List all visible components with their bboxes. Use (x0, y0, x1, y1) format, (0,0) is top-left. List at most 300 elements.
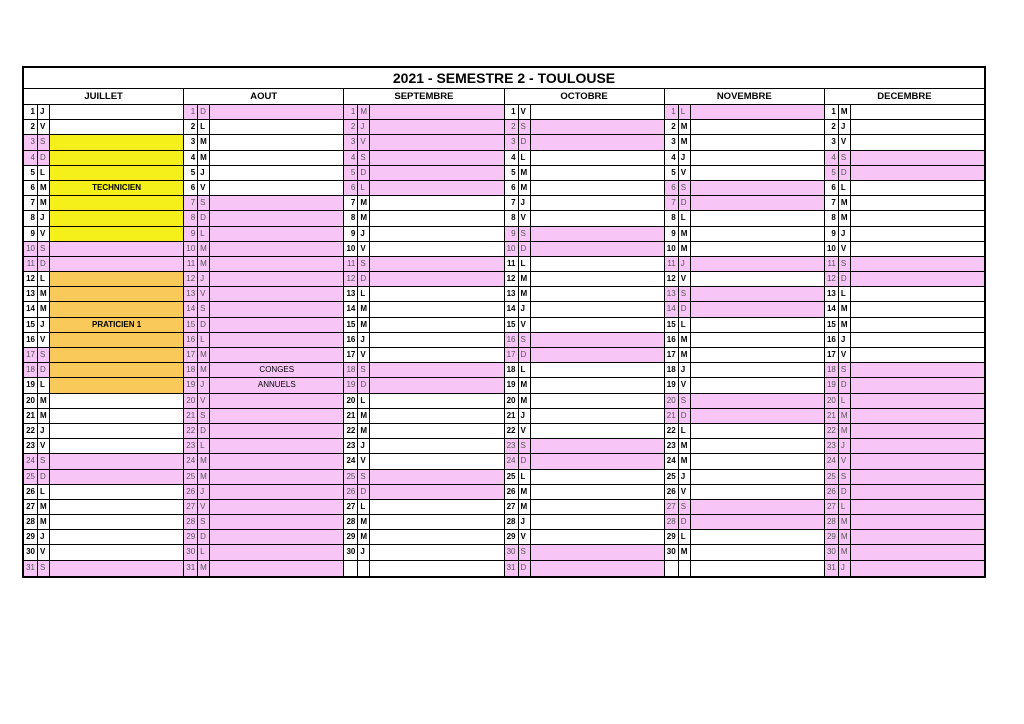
day-row[interactable] (505, 302, 664, 317)
day-number: 27 (24, 500, 38, 514)
day-number: 30 (24, 545, 38, 559)
day-row[interactable] (184, 561, 343, 576)
day-of-week: M (519, 500, 531, 514)
day-number: 18 (825, 363, 839, 377)
day-note (531, 500, 664, 514)
day-row[interactable] (344, 439, 503, 454)
day-row[interactable] (825, 545, 984, 560)
day-row[interactable] (665, 378, 824, 393)
day-row[interactable] (665, 409, 824, 424)
day-row[interactable] (825, 363, 984, 378)
day-of-week: J (679, 257, 691, 271)
day-note (531, 424, 664, 438)
day-of-week: V (198, 181, 210, 195)
day-number: 14 (184, 302, 198, 316)
day-row[interactable] (505, 470, 664, 485)
day-note (210, 409, 343, 423)
day-row[interactable] (505, 242, 664, 257)
day-row[interactable] (665, 515, 824, 530)
day-note (691, 424, 824, 438)
day-row[interactable] (505, 120, 664, 135)
day-row[interactable] (24, 120, 183, 135)
day-row[interactable] (344, 454, 503, 469)
day-number: 17 (825, 348, 839, 362)
day-row[interactable] (184, 394, 343, 409)
day-row[interactable] (505, 166, 664, 181)
day-row[interactable] (505, 561, 664, 576)
day-number: 18 (24, 363, 38, 377)
day-note (210, 439, 343, 453)
day-note (531, 348, 664, 362)
day-row[interactable] (825, 242, 984, 257)
day-of-week: L (198, 333, 210, 347)
day-row[interactable] (184, 302, 343, 317)
day-row[interactable] (825, 348, 984, 363)
day-row[interactable] (24, 500, 183, 515)
day-row[interactable] (24, 424, 183, 439)
day-row[interactable] (344, 530, 503, 545)
calendar-title: 2021 - SEMESTRE 2 - TOULOUSE (24, 68, 984, 89)
day-row[interactable] (825, 378, 984, 393)
day-note (851, 470, 984, 484)
day-number: 8 (24, 211, 38, 225)
day-row[interactable] (825, 530, 984, 545)
day-row[interactable] (505, 135, 664, 150)
day-note (531, 545, 664, 559)
day-number: 9 (505, 227, 519, 241)
day-number: 25 (505, 470, 519, 484)
day-row[interactable] (344, 272, 503, 287)
day-row[interactable] (184, 470, 343, 485)
day-row[interactable] (665, 530, 824, 545)
day-row[interactable] (184, 515, 343, 530)
day-note (210, 105, 343, 119)
day-row[interactable] (825, 424, 984, 439)
day-row[interactable] (184, 287, 343, 302)
day-row[interactable] (505, 515, 664, 530)
day-row[interactable] (24, 211, 183, 226)
day-number: 31 (24, 561, 38, 576)
day-row[interactable] (505, 530, 664, 545)
day-row[interactable] (665, 211, 824, 226)
day-note (370, 394, 503, 408)
day-row[interactable] (184, 227, 343, 242)
day-row[interactable] (184, 378, 343, 393)
day-row[interactable] (825, 105, 984, 120)
day-row[interactable] (665, 333, 824, 348)
day-row[interactable] (505, 257, 664, 272)
day-row[interactable] (505, 409, 664, 424)
day-row[interactable] (665, 287, 824, 302)
day-of-week: J (519, 196, 531, 210)
day-row[interactable] (825, 151, 984, 166)
day-row[interactable] (24, 348, 183, 363)
day-row[interactable] (825, 120, 984, 135)
day-row[interactable] (24, 287, 183, 302)
day-row[interactable] (344, 424, 503, 439)
day-note (851, 439, 984, 453)
day-of-week: D (198, 424, 210, 438)
day-row[interactable] (184, 545, 343, 560)
day-row[interactable] (825, 318, 984, 333)
day-row[interactable] (825, 257, 984, 272)
day-number: 2 (24, 120, 38, 134)
day-row[interactable] (184, 454, 343, 469)
day-row[interactable] (665, 485, 824, 500)
day-row[interactable] (24, 409, 183, 424)
day-note (50, 394, 183, 408)
praticien-block (50, 287, 183, 301)
day-of-week: L (38, 272, 50, 286)
day-row[interactable] (825, 135, 984, 150)
day-note (210, 166, 343, 180)
day-row[interactable] (665, 348, 824, 363)
day-row[interactable] (665, 500, 824, 515)
day-row[interactable] (825, 272, 984, 287)
day-row[interactable] (825, 515, 984, 530)
day-row[interactable] (344, 378, 503, 393)
day-row[interactable] (24, 545, 183, 560)
day-row[interactable] (344, 394, 503, 409)
day-of-week: D (358, 485, 370, 499)
day-row[interactable] (344, 363, 503, 378)
day-number: 19 (24, 378, 38, 392)
day-of-week: M (839, 302, 851, 316)
day-row[interactable] (24, 257, 183, 272)
day-row[interactable] (24, 151, 183, 166)
day-row[interactable] (184, 409, 343, 424)
day-row[interactable] (505, 424, 664, 439)
day-number: 21 (24, 409, 38, 423)
day-row[interactable] (24, 242, 183, 257)
day-row[interactable] (505, 545, 664, 560)
day-number: 14 (24, 302, 38, 316)
day-row[interactable] (184, 439, 343, 454)
day-note (691, 181, 824, 195)
day-row[interactable] (184, 105, 343, 120)
day-of-week: M (839, 196, 851, 210)
day-of-week: M (679, 242, 691, 256)
day-row[interactable] (24, 227, 183, 242)
day-row[interactable] (344, 545, 503, 560)
day-row[interactable] (184, 500, 343, 515)
day-row[interactable] (24, 515, 183, 530)
day-row[interactable] (665, 561, 824, 576)
day-number: 30 (505, 545, 519, 559)
day-row[interactable] (24, 135, 183, 150)
day-row[interactable] (665, 151, 824, 166)
day-row[interactable] (344, 135, 503, 150)
day-row[interactable] (505, 181, 664, 196)
day-row[interactable] (665, 318, 824, 333)
day-row[interactable] (184, 151, 343, 166)
day-note (851, 135, 984, 149)
day-note (370, 333, 503, 347)
day-row[interactable] (184, 272, 343, 287)
day-row[interactable] (505, 105, 664, 120)
day-of-week: V (38, 120, 50, 134)
day-row[interactable] (344, 211, 503, 226)
day-number: 16 (665, 333, 679, 347)
day-of-week: M (358, 105, 370, 119)
day-row[interactable] (24, 196, 183, 211)
day-row[interactable] (505, 348, 664, 363)
day-row[interactable] (344, 485, 503, 500)
day-row[interactable] (505, 318, 664, 333)
day-row[interactable] (665, 545, 824, 560)
day-row[interactable] (184, 166, 343, 181)
day-of-week: V (519, 105, 531, 119)
day-row[interactable] (184, 424, 343, 439)
day-row[interactable] (344, 348, 503, 363)
day-row[interactable] (344, 120, 503, 135)
day-number: 25 (24, 470, 38, 484)
day-row[interactable] (24, 105, 183, 120)
day-number: 29 (665, 530, 679, 544)
day-row[interactable] (184, 333, 343, 348)
day-row[interactable] (505, 272, 664, 287)
day-number: 5 (665, 166, 679, 180)
day-of-week: M (38, 302, 50, 316)
day-row[interactable] (24, 378, 183, 393)
day-note (691, 530, 824, 544)
day-note (210, 287, 343, 301)
day-of-week: J (38, 424, 50, 438)
day-row[interactable] (505, 394, 664, 409)
day-number: 4 (665, 151, 679, 165)
day-number: 2 (344, 120, 358, 134)
day-row[interactable] (344, 151, 503, 166)
day-row[interactable] (825, 181, 984, 196)
day-row[interactable] (825, 302, 984, 317)
day-row[interactable] (505, 227, 664, 242)
day-row[interactable] (505, 363, 664, 378)
day-row[interactable] (505, 439, 664, 454)
day-row[interactable] (184, 135, 343, 150)
day-of-week: M (198, 470, 210, 484)
day-row[interactable] (825, 211, 984, 226)
day-row[interactable] (825, 333, 984, 348)
day-note (851, 272, 984, 286)
day-row[interactable] (825, 561, 984, 576)
month-column-juillet (24, 105, 184, 576)
day-row[interactable] (184, 530, 343, 545)
day-of-week: V (519, 530, 531, 544)
day-row[interactable] (505, 333, 664, 348)
day-row[interactable] (24, 333, 183, 348)
day-row[interactable] (825, 409, 984, 424)
day-number: 15 (344, 318, 358, 332)
day-of-week: M (198, 242, 210, 256)
day-number: 9 (184, 227, 198, 241)
day-row[interactable] (344, 242, 503, 257)
day-row[interactable] (505, 211, 664, 226)
day-of-week: D (679, 196, 691, 210)
day-row[interactable] (665, 272, 824, 287)
day-row[interactable] (24, 181, 183, 196)
month-column-aout (184, 105, 344, 576)
day-row[interactable] (344, 105, 503, 120)
day-number: 26 (24, 485, 38, 499)
day-row[interactable] (24, 166, 183, 181)
day-row[interactable] (184, 120, 343, 135)
day-row[interactable] (24, 272, 183, 287)
day-row[interactable] (825, 166, 984, 181)
day-row[interactable] (24, 485, 183, 500)
day-of-week: M (198, 135, 210, 149)
day-of-week: S (198, 515, 210, 529)
day-row[interactable] (825, 287, 984, 302)
day-row[interactable] (825, 485, 984, 500)
day-note (691, 470, 824, 484)
day-number: 12 (665, 272, 679, 286)
day-row[interactable] (505, 454, 664, 469)
day-row[interactable] (825, 470, 984, 485)
day-note (50, 515, 183, 529)
day-note (851, 105, 984, 119)
day-row[interactable] (184, 242, 343, 257)
day-row[interactable] (505, 151, 664, 166)
day-number: 20 (184, 394, 198, 408)
day-row[interactable] (344, 500, 503, 515)
day-row[interactable] (344, 333, 503, 348)
day-row[interactable] (665, 227, 824, 242)
day-row[interactable] (24, 439, 183, 454)
day-row[interactable] (344, 409, 503, 424)
day-row[interactable] (665, 181, 824, 196)
day-of-week: M (519, 378, 531, 392)
day-note (851, 242, 984, 256)
day-row[interactable] (665, 196, 824, 211)
day-of-week: S (38, 135, 50, 149)
day-note (851, 409, 984, 423)
day-row[interactable] (665, 105, 824, 120)
day-row[interactable] (665, 363, 824, 378)
day-of-week: M (358, 302, 370, 316)
day-row[interactable] (825, 227, 984, 242)
day-of-week: M (839, 515, 851, 529)
day-row[interactable] (505, 378, 664, 393)
day-row[interactable] (184, 181, 343, 196)
day-row[interactable] (184, 257, 343, 272)
day-of-week: M (679, 135, 691, 149)
day-row[interactable] (24, 530, 183, 545)
day-row[interactable] (24, 302, 183, 317)
day-note (210, 151, 343, 165)
day-number: 9 (665, 227, 679, 241)
day-row[interactable] (344, 561, 503, 576)
day-row[interactable] (505, 287, 664, 302)
day-row[interactable] (505, 485, 664, 500)
day-of-week: V (679, 272, 691, 286)
day-row[interactable] (184, 348, 343, 363)
day-row[interactable] (24, 394, 183, 409)
day-row[interactable] (344, 470, 503, 485)
day-row[interactable] (665, 135, 824, 150)
day-row[interactable] (24, 470, 183, 485)
day-note (50, 409, 183, 423)
month-header-juillet: JUILLET (24, 89, 184, 104)
day-row[interactable] (665, 424, 824, 439)
day-of-week: D (38, 470, 50, 484)
day-row[interactable] (344, 287, 503, 302)
day-row[interactable] (825, 196, 984, 211)
day-of-week: S (38, 348, 50, 362)
day-row[interactable] (344, 166, 503, 181)
day-row[interactable] (825, 394, 984, 409)
day-row[interactable] (24, 363, 183, 378)
day-number: 28 (505, 515, 519, 529)
day-number: 24 (344, 454, 358, 468)
day-row[interactable] (24, 318, 183, 333)
day-row[interactable] (665, 120, 824, 135)
day-row[interactable] (344, 196, 503, 211)
day-row[interactable] (665, 439, 824, 454)
day-row[interactable] (825, 439, 984, 454)
day-row[interactable] (505, 196, 664, 211)
day-note (691, 272, 824, 286)
day-of-week: V (358, 242, 370, 256)
day-number: 13 (665, 287, 679, 301)
day-note (851, 424, 984, 438)
day-row[interactable] (825, 500, 984, 515)
day-row[interactable] (344, 318, 503, 333)
day-row[interactable] (184, 196, 343, 211)
day-number: 28 (344, 515, 358, 529)
day-row[interactable] (24, 561, 183, 576)
day-row[interactable] (344, 257, 503, 272)
day-of-week: M (38, 500, 50, 514)
day-row[interactable] (665, 454, 824, 469)
day-note (370, 211, 503, 225)
day-of-week: S (358, 363, 370, 377)
day-number: 12 (184, 272, 198, 286)
day-row[interactable] (344, 302, 503, 317)
day-number: 24 (505, 454, 519, 468)
day-number: 1 (184, 105, 198, 119)
day-of-week: D (38, 151, 50, 165)
day-row[interactable] (344, 515, 503, 530)
day-row[interactable] (665, 470, 824, 485)
day-row[interactable] (184, 363, 343, 378)
day-row[interactable] (825, 454, 984, 469)
day-row[interactable] (665, 166, 824, 181)
day-number: 3 (505, 135, 519, 149)
day-number: 9 (24, 227, 38, 241)
day-of-week: V (38, 545, 50, 559)
day-note (531, 211, 664, 225)
day-number: 21 (344, 409, 358, 423)
day-number: 22 (344, 424, 358, 438)
day-row[interactable] (184, 211, 343, 226)
day-row[interactable] (665, 242, 824, 257)
day-row[interactable] (665, 302, 824, 317)
day-of-week: M (358, 409, 370, 423)
day-of-week: L (198, 545, 210, 559)
day-row[interactable] (344, 227, 503, 242)
day-row[interactable] (665, 257, 824, 272)
day-row[interactable] (24, 454, 183, 469)
day-row[interactable] (184, 318, 343, 333)
day-row[interactable] (665, 394, 824, 409)
day-note (691, 227, 824, 241)
day-row[interactable] (184, 485, 343, 500)
day-number: 2 (665, 120, 679, 134)
day-row[interactable] (505, 500, 664, 515)
day-of-week: S (839, 470, 851, 484)
day-of-week: V (839, 348, 851, 362)
day-row[interactable] (344, 181, 503, 196)
